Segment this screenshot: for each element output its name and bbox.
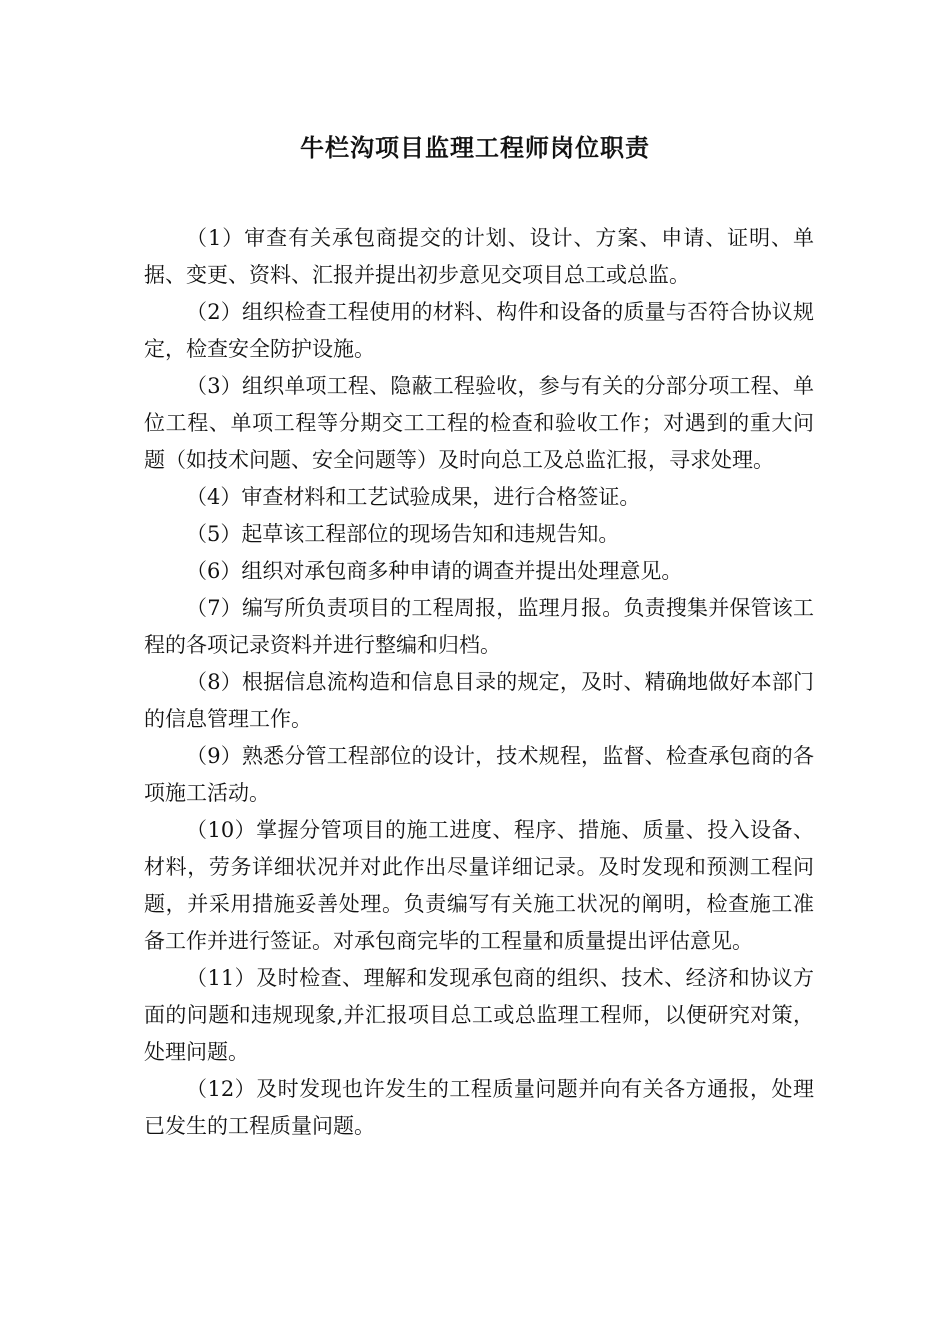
duty-paragraph-3: （3）组织单项工程、隐蔽工程验收，参与有关的分部分项工程、单位工程、单项工程等分期交工工程的检查和验收工作；对遇到的重大问题（如技术问题、安全问题等）及时向总工及总监汇报，寻求处理。 [144, 374, 814, 472]
document-body [144, 220, 814, 1145]
document-title: 牛栏沟项目监理工程师岗位职责 [300, 134, 650, 162]
duty-paragraph-11: （11）及时检查、理解和发现承包商的组织、技术、经济和协议方面的问题和违规现象,并汇报项目总工或总监理工程师，以便研究对策，处理问题。 [144, 966, 814, 1064]
duty-paragraph-10: （10）掌握分管项目的施工进度、程序、措施、质量、投入设备、材料，劳务详细状况并对此作出尽量详细记录。及时发现和预测工程问题，并采用措施妥善处理。负责编写有关施工状况的阐明，检查施工准备工作并进行签证。对承包商完毕的工程量和质量提出评估意见。 [144, 818, 814, 953]
duty-paragraph-8: （8）根据信息流构造和信息目录的规定，及时、精确地做好本部门的信息管理工作。 [144, 670, 814, 731]
duty-paragraph-1: （1）审查有关承包商提交的计划、设计、方案、申请、证明、单据、变更、资料、汇报并提出初步意见交项目总工或总监。 [144, 226, 814, 287]
duty-paragraph-4: （4）审查材料和工艺试验成果，进行合格签证。 [186, 485, 641, 509]
duty-paragraph-2: （2）组织检查工程使用的材料、构件和设备的质量与否符合协议规定，检查安全防护设施。 [144, 300, 814, 361]
duty-paragraph-7: （7）编写所负责项目的工程周报，监理月报。负责搜集并保管该工程的各项记录资料并进行整编和归档。 [144, 596, 814, 657]
duty-paragraph-5: （5）起草该工程部位的现场告知和违规告知。 [186, 522, 620, 546]
duty-paragraph-12: （12）及时发现也许发生的工程质量问题并向有关各方通报，处理已发生的工程质量问题。 [144, 1077, 814, 1138]
duty-paragraph-6: （6）组织对承包商多种申请的调查并提出处理意见。 [186, 559, 683, 583]
duty-paragraph-9: （9）熟悉分管工程部位的设计，技术规程，监督、检查承包商的各项施工活动。 [144, 744, 814, 805]
